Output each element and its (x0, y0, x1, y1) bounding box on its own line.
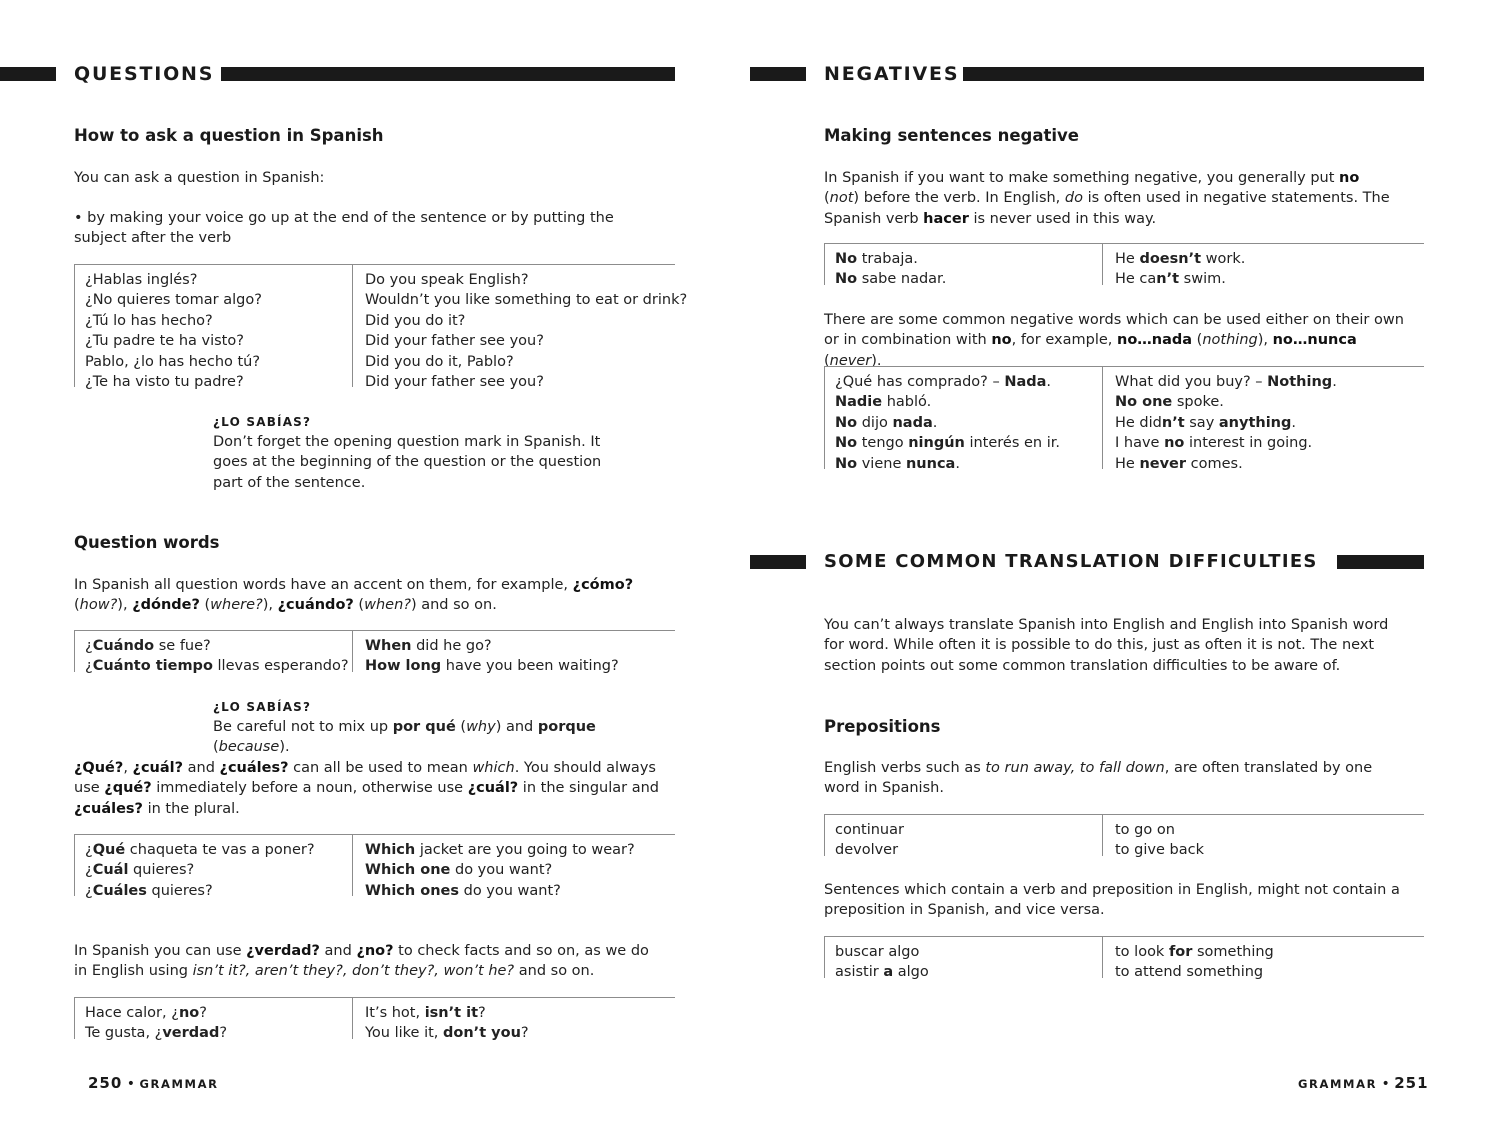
bold-text: ¿no? (356, 943, 394, 959)
text-run: . (1332, 374, 1337, 390)
text-run: tengo (857, 435, 909, 452)
bold-text: Nada (1004, 374, 1047, 390)
text-run: in the singular and (518, 780, 659, 797)
text-run: . (1046, 374, 1052, 390)
bold-text: no (1164, 435, 1185, 452)
table-cell-line (85, 1023, 352, 1043)
example-table-phrasal-verbs (824, 814, 1424, 859)
text-run: . (1291, 414, 1296, 431)
text-run: viene (857, 455, 906, 472)
bold-text: When (365, 638, 412, 654)
bold-text: Nadie (835, 394, 883, 411)
table-column-english (1102, 815, 1424, 859)
italic-text: never (829, 352, 872, 369)
table-cell-line: ¿Tu padre te ha visto? (85, 333, 244, 350)
table-cell-line (835, 413, 1102, 433)
tip-box (213, 412, 633, 493)
bold-text: ¿cuáles? (219, 760, 289, 776)
italic-text: not (829, 190, 854, 207)
table-cell-line (85, 881, 352, 901)
table-column-english (352, 265, 688, 391)
intro-paragraph: You can ask a question in Spanish: (74, 170, 325, 186)
bold-text: Qué (92, 842, 126, 858)
page-footer-right (1298, 1074, 1429, 1092)
text-run: In Spanish you can use (74, 943, 247, 959)
table-cell-line: ¿Hablas inglés? (85, 272, 198, 288)
bold-text: ¿cuándo? (277, 597, 354, 614)
text-run: He (1115, 251, 1140, 267)
text-run: trabaja. (857, 251, 918, 267)
text-run: ). (279, 739, 290, 756)
text-run: quieres? (128, 862, 195, 879)
text-run: English verbs such as (824, 760, 986, 776)
text-run: ) and so on. (410, 597, 497, 614)
table-column-english (352, 631, 675, 675)
text-run: is often used in negative statements. The Spanish verb (824, 190, 1390, 227)
bold-text: nunca (905, 455, 956, 472)
italic-text: do (1064, 190, 1083, 207)
bold-text: no (991, 332, 1012, 349)
text-run: , (123, 760, 133, 776)
text-run: say (1184, 414, 1219, 431)
text-run: ) and (495, 719, 538, 735)
footer-label: GRAMMAR (139, 1077, 219, 1091)
table-cell-line (835, 249, 1102, 269)
verb-preposition-paragraph: Sentences which contain a verb and preposition in English, might not contain a preposition in Spanish, and vice versa. (824, 882, 1400, 919)
text-run: in the plural. (142, 800, 240, 817)
text-run: He (1115, 455, 1140, 472)
verdad-paragraph (74, 941, 664, 982)
text-run: ( (455, 719, 467, 735)
bold-text: ¿cómo? (572, 577, 634, 593)
italic-text: which (472, 760, 515, 776)
table-column-spanish (824, 244, 1102, 288)
text-run: did he go? (411, 638, 492, 654)
table-cell-line: Did your father see you? (365, 333, 544, 350)
text-run: buscar algo (835, 944, 920, 960)
text-run: , for example, (1011, 332, 1118, 349)
bold-text: Which ones (365, 882, 460, 899)
table-cell-line (365, 860, 675, 880)
bold-text: Cuál (92, 862, 129, 879)
bold-text: no…nada (1117, 332, 1193, 349)
text-run: swim. (1179, 271, 1226, 288)
bold-text: ¿Qué? (74, 760, 124, 776)
text-run: ¿ (85, 658, 93, 675)
bold-text: Which (365, 842, 416, 858)
section-header-translation (750, 548, 1424, 576)
italic-text: to run away, to fall down (985, 760, 1165, 776)
bold-text: for (1168, 944, 1193, 960)
table-cell-line (85, 860, 352, 880)
table-column-english (352, 998, 675, 1042)
bold-text: Nothing (1267, 374, 1333, 390)
bold-text: ¿qué? (104, 780, 152, 797)
table-cell-line: Did you do it, Pablo? (365, 353, 514, 370)
bold-text: n’t (1161, 414, 1185, 431)
bold-text: No (835, 251, 858, 267)
bold-text: Cuánto tiempo (92, 658, 213, 675)
text-run: chaqueta te vas a poner? (125, 842, 315, 858)
text-run: comes. (1186, 455, 1243, 472)
tip-label: ¿LO SABÍAS? (213, 700, 312, 714)
italic-text: when? (364, 597, 411, 614)
text-run: In Spanish all question words have an accent on them, for example, (74, 577, 573, 593)
text-run: interés en ir. (964, 435, 1060, 452)
bold-text: ¿cuáles? (74, 800, 143, 817)
header-bar-right (963, 67, 1424, 81)
table-cell-line (835, 820, 1102, 840)
bold-text: ningún (908, 435, 965, 452)
translation-intro-paragraph: You can’t always translate Spanish into English and English into Spanish word for word. While often it is possible to do this, just as often it is not. The next section points out some common translation difficulties to be aware of. (824, 617, 1389, 674)
table-cell-line (365, 636, 675, 656)
text-run: to attend something (1115, 964, 1264, 981)
italic-text: why (466, 719, 496, 735)
text-run: interest in going. (1184, 435, 1313, 452)
text-run: asistir (835, 964, 884, 981)
bold-text: No (835, 271, 858, 288)
table-cell-line: Pablo, ¿lo has hecho tú? (85, 353, 261, 370)
text-run: Hace calor, ¿ (85, 1005, 179, 1021)
text-run: ( (74, 597, 80, 614)
bold-text: don’t you (443, 1025, 521, 1042)
table-cell-line: Did you do it? (365, 312, 466, 329)
table-cell-line (1115, 820, 1424, 840)
text-run: devolver (835, 842, 899, 859)
table-cell-line (1115, 840, 1424, 860)
text-run: ? (478, 1005, 486, 1021)
section-title: QUESTIONS (74, 63, 215, 85)
text-run: ¿ (85, 882, 93, 899)
tip-text: Don’t forget the opening question mark in Spanish. It goes at the beginning of the question or the question part of the sentence. (213, 434, 602, 491)
text-run: There are some common negative words which can be used either on their own or in combination with (824, 312, 1404, 349)
text-run: do you want? (459, 882, 561, 899)
table-column-english (1102, 244, 1424, 288)
header-bar-left (750, 555, 806, 569)
text-run: is never used in this way. (968, 210, 1157, 227)
table-column-english (1102, 367, 1424, 472)
text-run: and (183, 760, 220, 776)
footer-separator: • (1377, 1076, 1395, 1092)
table-column-spanish (74, 631, 352, 675)
table-cell-line (835, 433, 1102, 453)
bold-text: Which one (365, 862, 451, 879)
prepositions-paragraph (824, 758, 1404, 799)
italic-text: because (218, 739, 280, 756)
table-cell-line (835, 269, 1102, 289)
table-cell-line: ¿No quieres tomar algo? (85, 292, 262, 309)
text-run: . You should always use (74, 760, 656, 797)
bold-text: no (178, 1005, 200, 1021)
text-run: spoke. (1172, 394, 1224, 411)
example-table-questions (74, 264, 688, 391)
text-run: Te gusta, ¿ (85, 1025, 163, 1042)
text-run: ) before the verb. In English, (853, 190, 1065, 207)
header-bar-right (1337, 555, 1424, 569)
negative-paragraph (824, 168, 1399, 229)
text-run: algo (893, 964, 929, 981)
text-run: immediately before a noun, otherwise use (151, 780, 468, 797)
example-table-negatives (824, 243, 1424, 288)
text-run: to go on (1115, 822, 1175, 838)
text-run: to check facts and so on, as we do in English using (74, 943, 649, 980)
text-run: ¿ (85, 842, 93, 858)
page-number: 251 (1394, 1074, 1429, 1092)
bold-text: anything (1218, 414, 1292, 431)
text-run: and (319, 943, 357, 959)
text-run: ), (1257, 332, 1273, 349)
bold-text: ¿cuál? (467, 780, 519, 797)
bold-text: nada (892, 414, 933, 431)
text-run: ¿ (85, 862, 93, 879)
bold-text: never (1139, 455, 1187, 472)
example-table-tags (74, 997, 675, 1042)
table-cell-line (835, 372, 1102, 392)
table-column-spanish (74, 998, 352, 1042)
table-cell-line (85, 1003, 352, 1023)
table-column-spanish (824, 815, 1102, 859)
text-run: He ca (1115, 271, 1157, 288)
footer-label: GRAMMAR (1298, 1077, 1378, 1091)
table-cell-line (1115, 962, 1424, 982)
text-run: do you want? (450, 862, 553, 879)
text-run: and so on. (514, 963, 595, 980)
text-run: ? (520, 1025, 529, 1042)
text-run: ( (199, 597, 211, 614)
footer-separator: • (122, 1076, 140, 1092)
bold-text: hacer (923, 210, 969, 227)
text-run: ? (219, 1025, 228, 1042)
bold-text: No (835, 455, 858, 472)
example-table-which (74, 834, 675, 899)
table-column-spanish (824, 937, 1102, 981)
example-table-prepositions (824, 936, 1424, 981)
text-run: to look (1115, 944, 1169, 960)
text-run: ( (213, 739, 219, 756)
bold-text: isn’t it (424, 1005, 479, 1021)
text-run: work. (1201, 251, 1246, 267)
bold-text: doesn’t (1139, 251, 1202, 267)
italic-text: isn’t it?, aren’t they?, don’t they?, won’t he? (192, 963, 515, 980)
table-cell-line (365, 881, 675, 901)
example-table-negative-words (824, 366, 1424, 472)
bold-text: n’t (1156, 271, 1180, 288)
table-cell-line (1115, 269, 1424, 289)
section-title: SOME COMMON TRANSLATION DIFFICULTIES (824, 551, 1318, 572)
bold-text: por qué (392, 719, 456, 735)
table-cell-line (835, 840, 1102, 860)
text-run: ). (871, 352, 882, 369)
text-run: ( (824, 190, 830, 207)
text-run: ( (824, 352, 830, 369)
text-run: Be careful not to mix up (213, 719, 393, 735)
question-words-paragraph (74, 575, 664, 616)
table-cell-line: ¿Te ha visto tu padre? (85, 374, 244, 391)
tip-text (213, 717, 653, 758)
bold-text: How long (365, 658, 442, 675)
text-run: ), (117, 597, 133, 614)
text-run: ), (262, 597, 278, 614)
text-run: quieres? (146, 882, 213, 899)
table-cell-line (835, 962, 1102, 982)
text-run: to give back (1115, 842, 1204, 859)
table-column-spanish (74, 835, 352, 899)
table-cell-line: Do you speak English? (365, 272, 529, 288)
bullet-paragraph: • by making your voice go up at the end of the sentence or by putting the subject after the verb (74, 210, 614, 247)
table-cell-line (1115, 249, 1424, 269)
tip-label: ¿LO SABÍAS? (213, 415, 312, 429)
table-cell-line (1115, 454, 1424, 474)
text-run: llevas esperando? (212, 658, 349, 675)
text-run: habló. (882, 394, 932, 411)
text-run: He did (1115, 414, 1162, 431)
text-run: dijo (857, 414, 893, 431)
table-cell-line (835, 942, 1102, 962)
text-run: ¿ (85, 638, 93, 654)
bold-text: ¿dónde? (132, 597, 200, 614)
italic-text: where? (210, 597, 263, 614)
example-table-question-words (74, 630, 675, 675)
text-run: ( (353, 597, 365, 614)
text-run: have you been waiting? (441, 658, 619, 675)
table-cell-line (1115, 433, 1424, 453)
subheading-prepositions: Prepositions (824, 717, 941, 736)
bold-text: Cuándo (92, 638, 155, 654)
text-run: . (955, 455, 960, 472)
text-run: continuar (835, 822, 904, 838)
table-cell-line (365, 840, 675, 860)
table-cell-line: ¿Tú lo has hecho? (85, 312, 213, 329)
table-column-english (1102, 937, 1424, 981)
table-cell-line (85, 636, 352, 656)
subheading-question-words: Question words (74, 533, 220, 552)
table-cell-line (365, 656, 675, 676)
bold-text: No one (1115, 394, 1173, 411)
text-run: sabe nadar. (857, 271, 947, 288)
text-run: . (932, 414, 938, 431)
table-cell-line (85, 840, 352, 860)
bold-text: ¿cuál? (132, 760, 184, 776)
bold-text: porque (537, 719, 596, 735)
text-run: In Spanish if you want to make something negative, you generally put (824, 170, 1340, 186)
text-run: jacket are you going to wear? (415, 842, 635, 858)
table-cell-line (1115, 392, 1424, 412)
bold-text: ¿verdad? (246, 943, 320, 959)
bold-text: a (883, 964, 894, 981)
page-footer-left (88, 1074, 219, 1092)
table-cell-line: Did your father see you? (365, 374, 544, 391)
bold-text: no…nunca (1272, 332, 1357, 349)
header-bar-left (0, 67, 56, 81)
bold-text: verdad (162, 1025, 220, 1042)
page-number: 250 (88, 1074, 123, 1092)
text-run: something (1192, 944, 1274, 960)
text-run: I have (1115, 435, 1165, 452)
bold-text: no (1339, 170, 1360, 186)
text-run: ? (199, 1005, 207, 1021)
tip-box-por-que (213, 697, 653, 758)
text-run: You like it, (365, 1025, 444, 1042)
subheading-negative: Making sentences negative (824, 126, 1079, 145)
bold-text: No (835, 435, 858, 452)
text-run: can all be used to mean (288, 760, 473, 776)
text-run: What did you buy? – (1115, 374, 1268, 390)
header-bar-left (750, 67, 806, 81)
section-title: NEGATIVES (824, 63, 960, 85)
table-cell-line (1115, 413, 1424, 433)
text-run: , are often translated by one word in Spanish. (824, 760, 1373, 797)
section-header-negatives (750, 60, 1424, 88)
section-header-questions (0, 60, 675, 88)
text-run: ¿Qué has comprado? – (835, 374, 1005, 390)
table-cell-line (365, 1023, 675, 1043)
negative-words-paragraph (824, 310, 1414, 371)
italic-text: nothing (1202, 332, 1258, 349)
que-cual-paragraph (74, 758, 664, 819)
table-cell-line (365, 1003, 675, 1023)
table-column-spanish (824, 367, 1102, 472)
table-cell-line (85, 656, 352, 676)
text-run: ( (1192, 332, 1203, 349)
bold-text: Cuáles (92, 882, 147, 899)
header-bar-right (221, 67, 675, 81)
italic-text: how? (79, 597, 118, 614)
table-column-spanish (74, 265, 352, 391)
subheading-ask-question: How to ask a question in Spanish (74, 126, 384, 145)
bold-text: No (835, 414, 858, 431)
text-run: se fue? (154, 638, 211, 654)
table-cell-line (1115, 942, 1424, 962)
text-run: It’s hot, (365, 1005, 425, 1021)
right-page (750, 0, 1500, 1137)
table-cell-line (1115, 372, 1424, 392)
table-cell-line (835, 454, 1102, 474)
table-cell-line (835, 392, 1102, 412)
table-column-english (352, 835, 675, 899)
table-cell-line: Wouldn’t you like something to eat or drink? (365, 292, 688, 309)
